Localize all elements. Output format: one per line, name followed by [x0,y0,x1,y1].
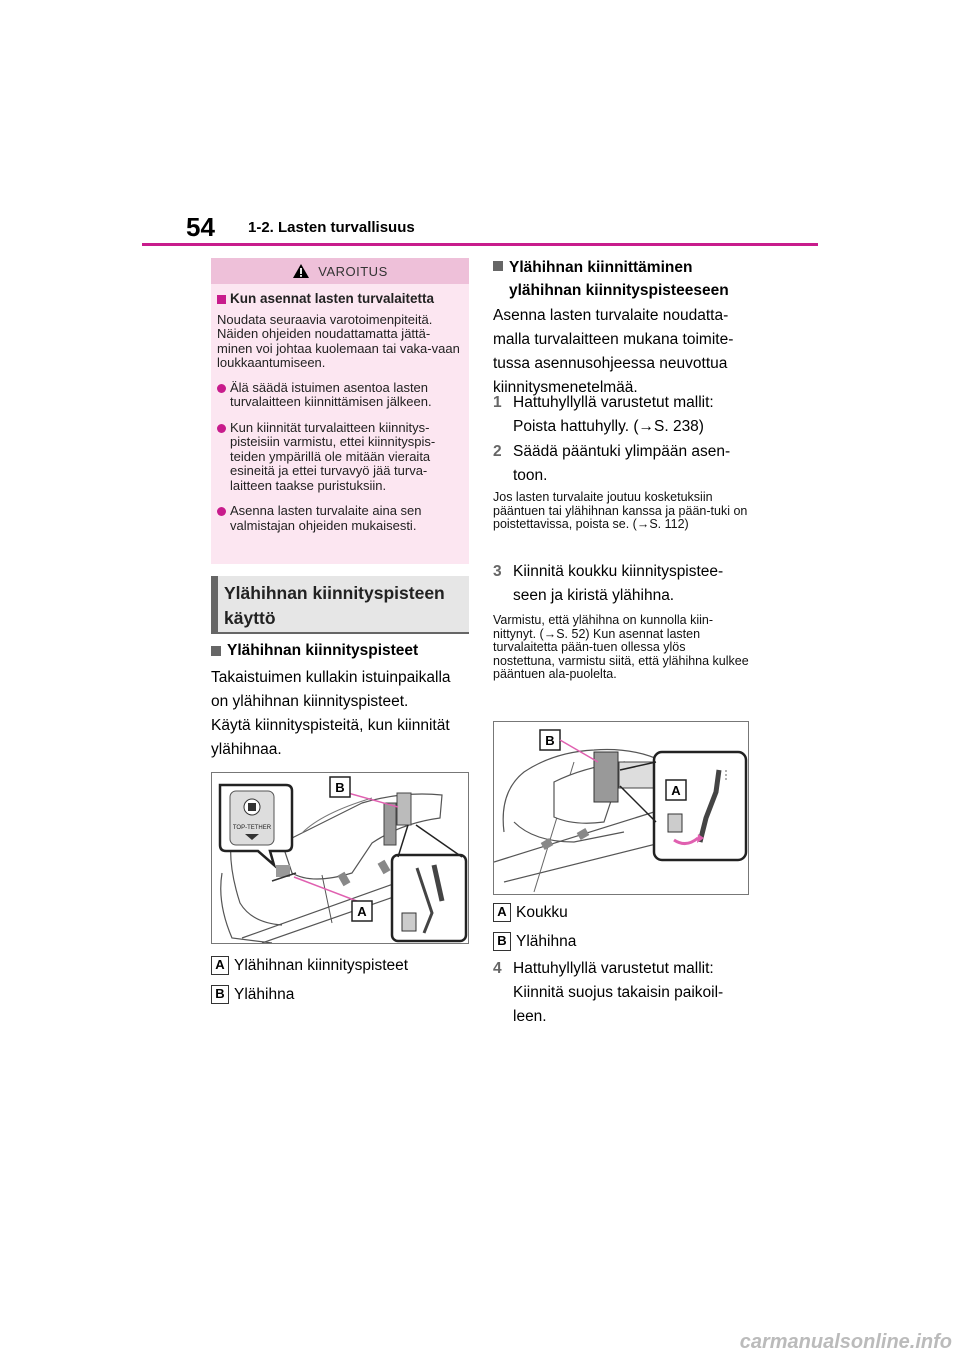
legend-text: Ylähihnan kiinnityspisteet [234,956,409,974]
warning-bullet-text: Asenna lasten turvalaite aina sen valmistajan ohjeiden mukaisesti. [230,503,422,533]
legend-item [211,956,408,975]
warning-header [211,258,469,284]
square-bullet-icon [217,295,226,304]
legend-text: Ylähihna [516,932,577,950]
step-text: Säädä pääntuki ylimpään asen-toon. [513,443,731,484]
section-heading-line2: käyttö [224,608,276,628]
subheading-attach-line2: ylähihnan kiinnityspisteeseen [509,282,729,299]
step-number: 1 [493,394,502,411]
paragraph: Asenna lasten turvalaite noudatta-malla turvalaitteen mukana toimite-tussa asennusohjeessa neuvottua kiinnitysmenetelmää. [493,307,734,396]
step-number: 4 [493,960,502,977]
callout-a: A [671,783,681,798]
warning-triangle-icon [292,263,310,279]
step-number: 2 [493,443,502,460]
note: Jos lasten turvalaite joutuu kosketuksiin pääntuen tai ylähihnan kanssa ja pään-tuki on poistettavissa, poista se. (→S. 112) [493,490,748,531]
note: Varmistu, että ylähihna on kunnolla kiin-nittynyt. (→S. 52) Kun asennat lasten turvalaitetta pään-tuen ollessa ylös nostettuna, varmistu siitä, että ylähihna kulkee pääntuen ala-puolelta. [493,613,749,681]
step-number: 3 [493,563,502,580]
section-title: 1-2. Lasten turvallisuus [248,219,415,236]
step [493,957,749,1029]
paragraph: Takaistuimen kullakin istuinpaikalla on ylähihnan kiinnityspisteet. [211,669,451,710]
warning-intro: Noudata seuraavia varotoimenpiteitä. Näiden ohjeiden noudattamatta jättä-minen voi johtaa kuolemaan tai vaka-vaan loukkaantumiseen. [217,311,460,370]
paragraph: Käytä kiinnityspisteitä, kun kiinnität ylähihnaa. [211,717,450,758]
dot-bullet-icon [217,424,226,433]
legend-tag: B [493,932,511,951]
figure-anchor-points [211,772,469,944]
step [493,391,749,439]
warning-bullet [217,504,463,533]
dot-bullet-icon [217,507,226,516]
page-number: 54 [186,212,215,242]
step [493,560,749,608]
subheading-attach [493,257,729,303]
legend-item [493,903,568,922]
top-tether-badge-label: TOP-TETHER [232,825,272,831]
warning-title: VAROITUS [318,263,388,279]
warning-bullet-text: Kun kiinnität turvalaitteen kiinnitys-pisteisiin varmistu, ettei kiinnityspis-teiden ympärillä ole mitään vieraita esineitä ja ettei turvavyö jää turva-laitteen taakse puristuksiin. [230,419,436,493]
square-bullet-icon [493,261,503,271]
warning-subheading [217,292,463,307]
warning-subheading-text: Kun asennat lasten turvalaitetta [230,291,435,306]
watermark: carmanualsonline.info [739,1331,952,1353]
legend-tag: A [211,956,229,975]
subheading-anchors [211,642,418,660]
legend-text: Koukku [516,903,568,921]
square-bullet-icon [211,646,221,656]
legend-tag: B [211,985,229,1004]
section-heading [211,576,469,634]
callout-a: A [357,904,367,919]
warning-bullet-text: Älä säädä istuimen asentoa lasten turvalaitteen kiinnittämisen jälkeen. [230,379,432,409]
warning-box [211,258,469,564]
section-heading-line1: Ylähihnan kiinnityspisteen [224,583,445,603]
figure-hook [493,721,749,895]
legend-item [493,932,576,951]
seat-anchor-illustration [212,773,469,944]
step-text: Kiinnitä koukku kiinnityspistee-seen ja kiristä ylähihna. [513,563,724,604]
step-text: Hattuhyllyllä varustetut mallit: Poista hattuhylly. (→S. 238) [513,394,714,435]
step [493,440,749,488]
hook-illustration [494,722,749,895]
legend-tag: A [493,903,511,922]
warning-bullet [217,381,463,410]
legend-item [211,985,294,1004]
legend-text: Ylähihna [234,985,295,1003]
step-text: Hattuhyllyllä varustetut mallit: Kiinnitä suojus takaisin paikoil-leen. [513,960,724,1025]
callout-b: B [335,780,345,795]
header-rule [142,243,818,246]
dot-bullet-icon [217,384,226,393]
subheading-attach-line1: Ylähihnan kiinnittäminen [509,259,693,276]
callout-b: B [545,733,555,748]
subheading-anchors-text: Ylähihnan kiinnityspisteet [227,642,419,659]
warning-bullet [217,421,463,494]
